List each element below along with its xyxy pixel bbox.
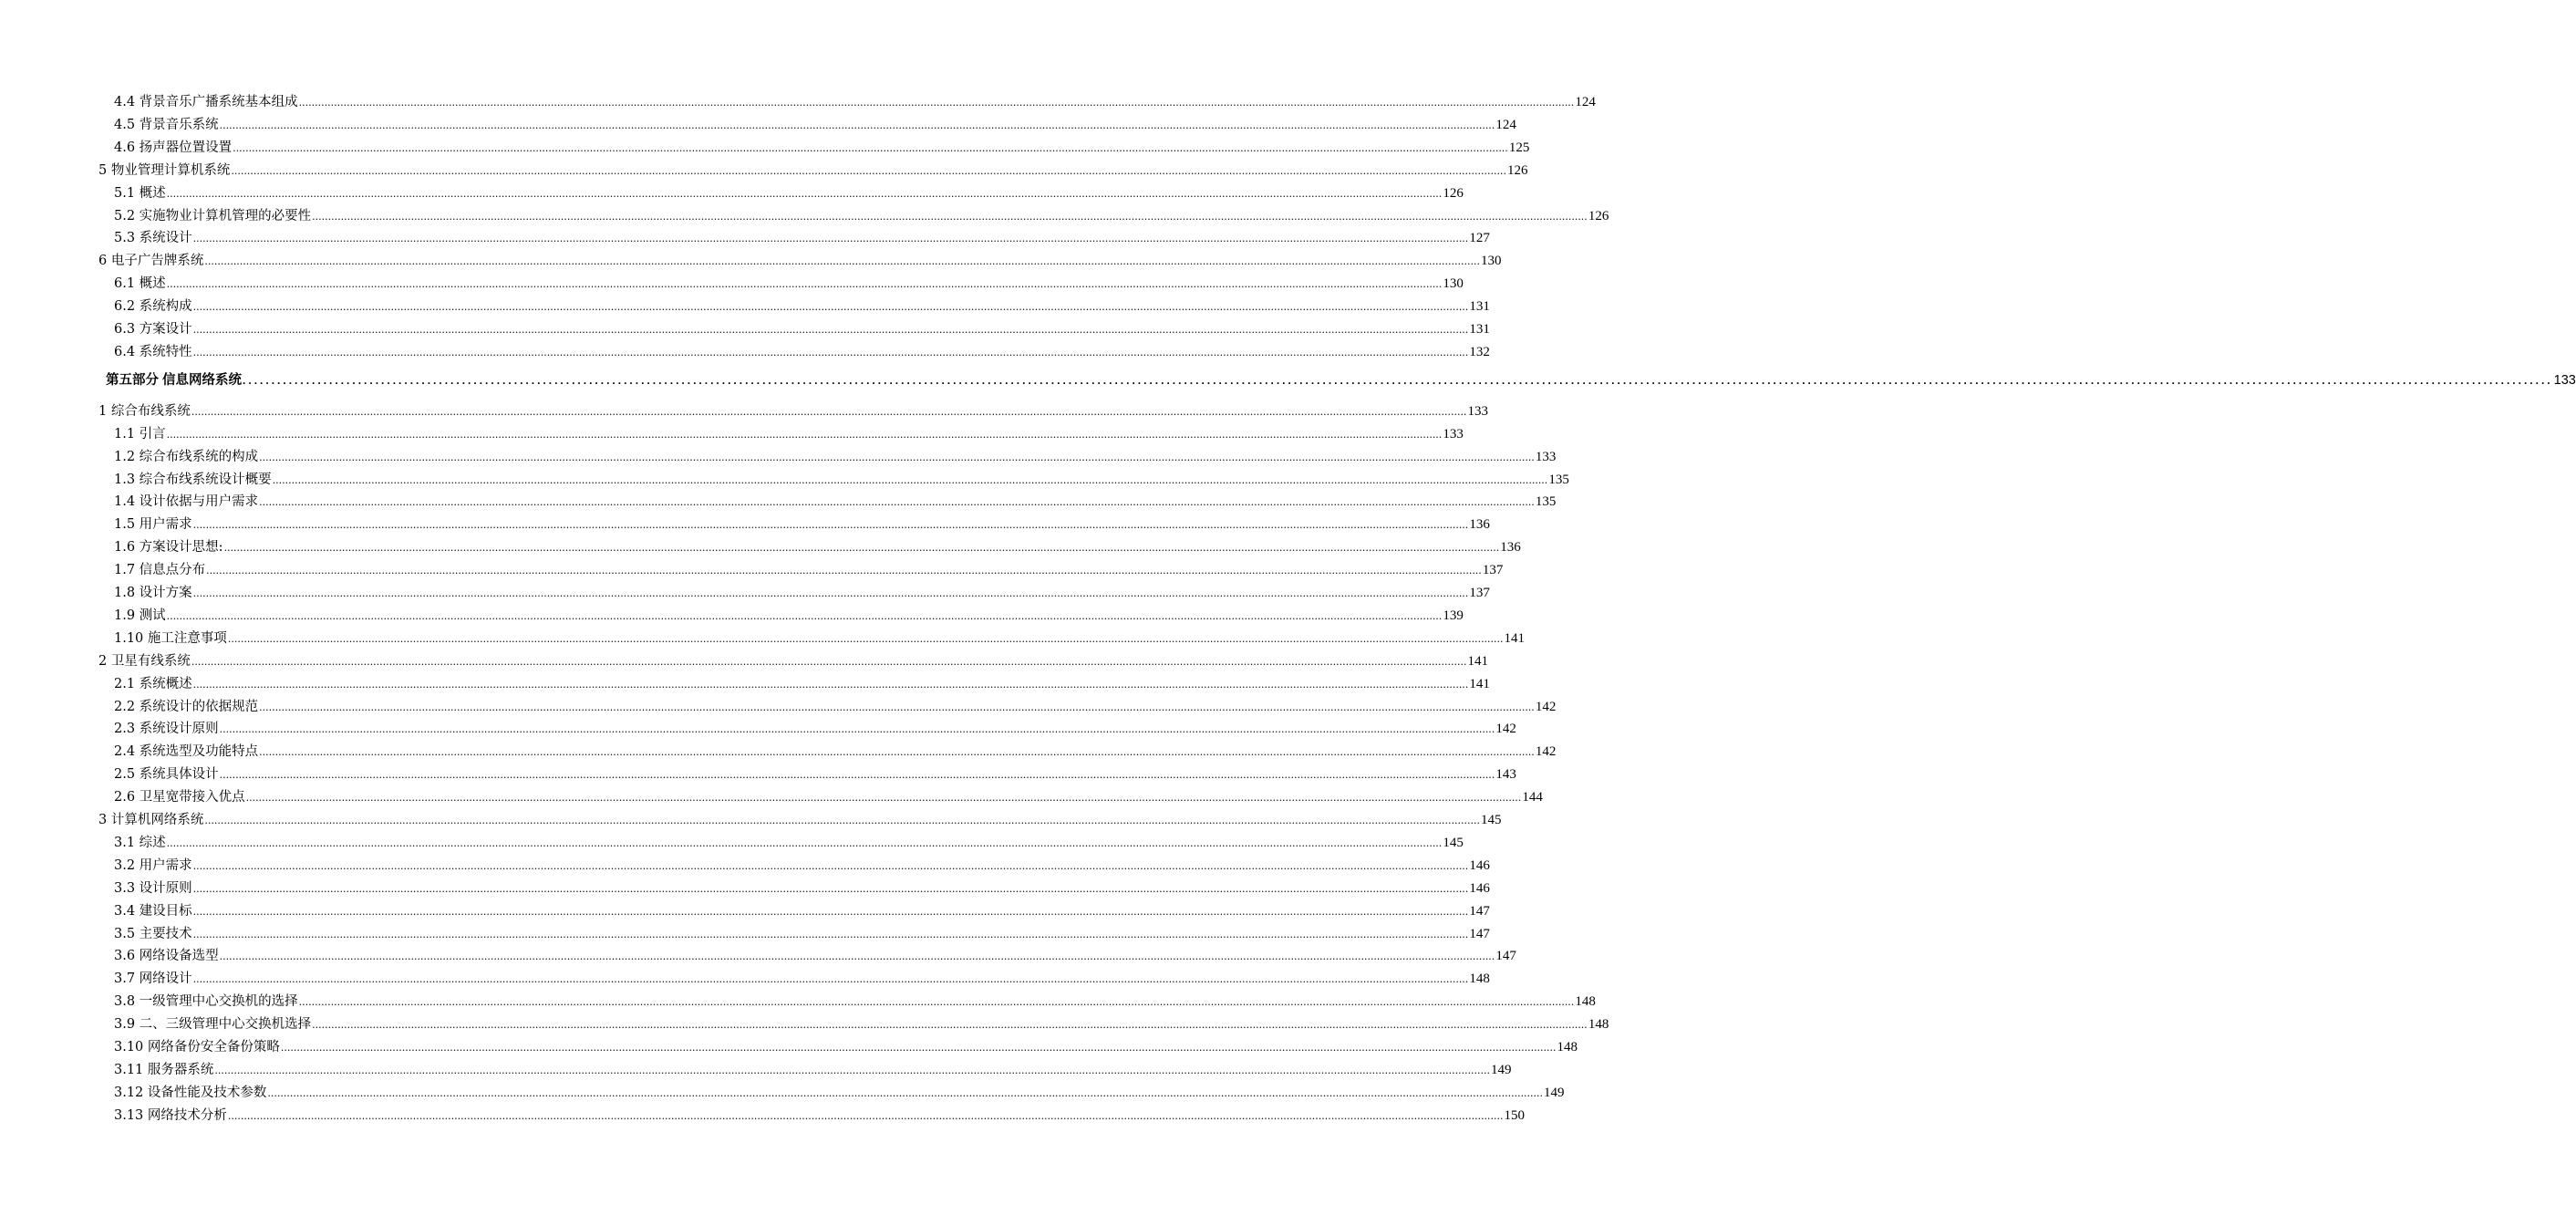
- toc-page-number: 133: [1443, 426, 1464, 442]
- toc-leader-dots: ................................................................................................................................................................................................................................................................................................................................................................................................................: [298, 97, 1575, 109]
- toc-leader-dots: ................................................................................................................................................................................................................................................................................................................................................................................................................: [231, 164, 1506, 177]
- toc-leader-dots: ................................................................................................................................................................................................................................................................................................................................................................................................................: [192, 973, 1469, 986]
- toc-part-heading[interactable]: [106, 369, 2576, 391]
- toc-entry[interactable]: [114, 514, 1490, 535]
- toc-entry[interactable]: [98, 250, 1502, 272]
- toc-page-number: 147: [1469, 903, 1490, 919]
- toc-entry[interactable]: [114, 469, 1569, 491]
- toc-leader-dots: ................................................................................................................................................................................................................................................................................................................................................................................................................: [166, 609, 1443, 622]
- toc-page-number: 136: [1500, 540, 1521, 556]
- toc-page-number: 130: [1443, 276, 1464, 292]
- toc-leader-dots: ................................................................................................................................................................................................................................................................................................................................................................................................................: [166, 278, 1443, 291]
- toc-leader-dots: ................................................................................................................................................................................................................................................................................................................................................................................................................: [192, 905, 1469, 918]
- toc-entry-title: 3.2 用户需求: [114, 857, 192, 873]
- toc-leader-dots: ................................................................................................................................................................................................................................................................................................................................................................................................................: [227, 1109, 1504, 1122]
- toc-page-number: 148: [1588, 1017, 1609, 1033]
- toc-entry[interactable]: [114, 1036, 1578, 1058]
- toc-entry[interactable]: [114, 718, 1516, 740]
- toc-leader-dots: ................................................................................................................................................................................................................................................................................................................................................................................................................: [259, 701, 1535, 713]
- toc-page-number: 142: [1495, 722, 1516, 737]
- toc-entry-title: 1.3 综合布线系统设计概要: [114, 472, 272, 487]
- toc-leader-dots: ................................................................................................................................................................................................................................................................................................................................................................................................................: [223, 542, 1500, 555]
- toc-page-number: 124: [1575, 95, 1596, 109]
- toc-page-number: 126: [1588, 208, 1609, 223]
- toc-entry[interactable]: [114, 114, 1516, 136]
- toc-leader-dots: ................................................................................................................................................................................................................................................................................................................................................................................................................: [259, 451, 1535, 463]
- toc-entry[interactable]: [114, 696, 1557, 718]
- toc-page-number: 126: [1443, 185, 1464, 201]
- toc-entry-title: 3.6 网络设备选型: [114, 949, 219, 964]
- toc-entry-title: 3.7 网络设计: [114, 971, 192, 987]
- toc-page-number: 133: [1535, 449, 1557, 464]
- toc-page-number: 126: [1506, 162, 1528, 178]
- toc-leader-dots: ................................................................................................................................................................................................................................................................................................................................................................................................................: [280, 1042, 1557, 1054]
- toc-leader-dots: ................................................................................................................................................................................................................................................................................................................................................................................................................: [192, 301, 1469, 314]
- toc-entry-title: 5.2 实施物业计算机管理的必要性: [114, 208, 312, 223]
- toc-entry-title: 3.12 设备性能及技术参数: [114, 1085, 267, 1100]
- toc-entry-title: 3.8 一级管理中心交换机的选择: [114, 994, 298, 1010]
- toc-entry[interactable]: [114, 536, 1521, 558]
- toc-entry[interactable]: [114, 968, 1490, 990]
- toc-entry-title: 1 综合布线系统: [98, 403, 191, 419]
- toc-leader-dots: ................................................................................................................................................................................................................................................................................................................................................................................................................: [259, 496, 1535, 509]
- toc-leader-dots: ................................................................................................................................................................................................................................................................................................................................................................................................................: [204, 815, 1480, 826]
- toc-page-number: 142: [1535, 744, 1557, 760]
- toc-entry[interactable]: [114, 991, 1596, 1013]
- toc-entry[interactable]: [114, 673, 1490, 695]
- toc-entry-title: 3 计算机网络系统: [98, 813, 204, 827]
- toc-page-number: 131: [1469, 299, 1490, 315]
- toc-entry[interactable]: [114, 945, 1516, 967]
- toc-page-number: 147: [1469, 926, 1490, 941]
- toc-entry[interactable]: [114, 182, 1464, 204]
- toc-leader-dots: ................................................................................................................................................................................................................................................................................................................................................................................................................: [219, 769, 1495, 782]
- toc-leader-dots: ................................................................................................................................................................................................................................................................................................................................................................................................................: [298, 996, 1575, 1009]
- toc-page-number: 141: [1469, 676, 1490, 691]
- toc-entry[interactable]: [114, 205, 1609, 227]
- toc-entry-title: 2.4 系统选型及功能特点: [114, 744, 259, 760]
- toc-leader-dots: ................................................................................................................................................................................................................................................................................................................................................................................................................: [312, 210, 1588, 223]
- toc-entry[interactable]: [114, 491, 1557, 513]
- toc-page-number: 145: [1480, 813, 1502, 827]
- toc-entry[interactable]: [114, 296, 1490, 317]
- toc-entry[interactable]: [114, 900, 1490, 922]
- toc-entry-title: 4.6 扬声器位置设置: [114, 140, 233, 155]
- toc-entry[interactable]: [114, 1105, 1526, 1127]
- toc-entry[interactable]: [98, 400, 1488, 422]
- toc-entry-title: 2.3 系统设计原则: [114, 722, 219, 737]
- toc-leader-dots: ................................................................................................................................................................................................................................................................................................................................................................................................................: [192, 587, 1469, 599]
- toc-entry-title: 1.9 测试: [114, 608, 166, 623]
- toc-entry-title: 3.10 网络备份安全备份策略: [114, 1040, 280, 1055]
- toc-entry-title: 5.3 系统设计: [114, 231, 192, 246]
- toc-page-number: 143: [1495, 767, 1516, 783]
- toc-page-number: 141: [1467, 653, 1488, 669]
- toc-entry-title: 4.4 背景音乐广播系统基本组成: [114, 95, 298, 109]
- toc-entry[interactable]: [114, 137, 1530, 159]
- toc-page-number: 148: [1557, 1040, 1578, 1055]
- toc-entry[interactable]: [114, 341, 1490, 363]
- toc-entry-title: 3.5 主要技术: [114, 926, 192, 941]
- toc-leader-dots: ................................................................................................................................................................................................................................................................................................................................................................................................................: [214, 1064, 1491, 1076]
- toc-page-number: 146: [1469, 880, 1490, 896]
- toc-leader-dots: ................................................................................................................................................................................................................................................................................................................................................................................................................: [191, 655, 1467, 668]
- toc-page-number: 150: [1504, 1107, 1526, 1123]
- toc-leader-dots: ................................................................................................................................................................................................................................................................................................................................................................................................................: [166, 187, 1443, 200]
- toc-leader-dots: ................................................................................................................................................................................................................................................................................................................................................................................................................: [166, 428, 1443, 441]
- toc-entry-title: 1.6 方案设计思想:: [114, 540, 223, 556]
- toc-entry-title: 3.9 二、三级管理中心交换机选择: [114, 1017, 312, 1033]
- toc-entry[interactable]: [114, 273, 1464, 295]
- toc-page-number: 135: [1548, 472, 1569, 487]
- toc-entry-title: 3.13 网络技术分析: [114, 1107, 227, 1123]
- toc-entry-title: 3.1 综述: [114, 835, 166, 850]
- toc-entry-title: 5 物业管理计算机系统: [98, 162, 231, 178]
- toc-page-number: 124: [1495, 117, 1516, 132]
- toc-leader-dots: ................................................................................................................................................................................................................................................................................................................................................................................................................: [192, 859, 1469, 872]
- toc-entry[interactable]: [114, 446, 1557, 468]
- toc-page-number: 132: [1469, 344, 1490, 359]
- toc-leader-dots: ................................................................................................................................................................................................................................................................................................................................................................................................................: [227, 632, 1504, 645]
- toc-entry[interactable]: [114, 91, 1596, 113]
- toc-entry-title: 2.2 系统设计的依据规范: [114, 699, 259, 714]
- toc-page-number: 139: [1443, 608, 1464, 623]
- toc-page-number: 149: [1491, 1062, 1512, 1077]
- toc-leader-dots: ................................................................................................................................................................................................................................................................................................................................................................................................................: [245, 792, 1522, 805]
- toc-entry[interactable]: [114, 786, 1543, 808]
- toc-leader-dots: ................................................................................................................................................................................................................................................................................................................................................................................................................: [191, 405, 1467, 418]
- toc-page-number: 135: [1535, 494, 1557, 510]
- toc-entry-title: 第五部分 信息网络系统: [106, 372, 243, 388]
- toc-entry-title: 3.4 建设目标: [114, 903, 192, 919]
- toc-leader-dots: ................................................................................................................................................................................................................................................................................................................................................................................................................: [233, 141, 1508, 154]
- toc-page-number: 127: [1469, 231, 1490, 246]
- toc-entry[interactable]: [114, 1059, 1512, 1081]
- toc-leader-dots: ................................................................................................................................................................................................................................................................................................................................................................................................................: [192, 928, 1469, 940]
- toc-page-number: 144: [1522, 790, 1543, 805]
- toc-entry[interactable]: [114, 628, 1526, 649]
- toc-leader-dots: ................................................................................................................................................................................................................................................................................................................................................................................................................: [219, 119, 1495, 131]
- toc-page-number: 145: [1443, 835, 1464, 850]
- toc-entry-title: 6.1 概述: [114, 276, 166, 292]
- toc-page-number: 133: [1467, 403, 1488, 419]
- toc-entry[interactable]: [114, 832, 1464, 854]
- toc-entry-title: 5.1 概述: [114, 185, 166, 201]
- toc-entry-title: 6.4 系统特性: [114, 344, 192, 359]
- toc-entry[interactable]: [114, 605, 1464, 627]
- toc-page-number: 146: [1469, 857, 1490, 873]
- toc-entry[interactable]: [114, 741, 1557, 763]
- toc-entry-title: 6.2 系统构成: [114, 299, 192, 315]
- toc-entry-title: 2.5 系统具体设计: [114, 767, 219, 783]
- toc-leader-dots: ................................................................................................................................................................................................................................................................................................................................................................................................................: [192, 324, 1469, 336]
- toc-entry-title: 2.1 系统概述: [114, 676, 192, 691]
- toc-entry-title: 1.5 用户需求: [114, 517, 192, 533]
- toc-leader-dots: ................................................................................................................................................................................................................................................................................................................................................................................................................: [267, 1086, 1544, 1099]
- toc-entry[interactable]: [114, 923, 1490, 945]
- toc-entry[interactable]: [114, 227, 1490, 249]
- toc-entry-title: 1.2 综合布线系统的构成: [114, 449, 259, 464]
- toc-leader-dots: ................................................................................................................................................................................................................................................................................................................................................................................................................: [192, 519, 1469, 532]
- toc-page-number: 142: [1535, 699, 1557, 714]
- toc-leader-dots: ................................................................................................................................................................................................................................................................................................................................................................................................................: [166, 836, 1443, 849]
- toc-page-number: 147: [1495, 949, 1516, 964]
- toc-leader-dots: ................................................................................................................................................................................................................................................................................................................................................................................................................: [204, 255, 1480, 268]
- toc-entry[interactable]: [98, 650, 1488, 672]
- toc-entry[interactable]: [114, 1013, 1609, 1035]
- toc-leader-dots: ................................................................................................................................................................................................................................................................................................................................................................................................................: [312, 1019, 1588, 1032]
- toc-page-number: 137: [1469, 586, 1490, 600]
- toc-entry-title: 2.6 卫星宽带接入优点: [114, 790, 245, 805]
- toc-entry-title: 3.11 服务器系统: [114, 1062, 214, 1077]
- toc-entry[interactable]: [114, 764, 1516, 785]
- toc-page-number: 148: [1469, 971, 1490, 987]
- toc-leader-dots: ................................................................................................................................................................................................................................................................................................................................................................................................................: [219, 723, 1495, 736]
- toc-page-number: 137: [1482, 563, 1504, 578]
- toc-entry[interactable]: [114, 582, 1490, 604]
- toc-entry-title: 1.4 设计依据与用户需求: [114, 494, 259, 510]
- toc-leader-dots: ................................................................................................................................................................................................................................................................................................................................................................................................................: [259, 746, 1535, 759]
- toc-leader-dots: ................................................................................................................................................................................................................................................................................................................................................................................................................: [192, 882, 1469, 895]
- toc-entry-title: 1.7 信息点分布: [114, 563, 206, 578]
- toc-entry-title: 4.5 背景音乐系统: [114, 117, 219, 132]
- toc-entry[interactable]: [114, 1082, 1565, 1104]
- toc-page-number: 148: [1575, 994, 1596, 1010]
- toc-entry[interactable]: [98, 809, 1502, 831]
- toc-page-number: 133: [2553, 372, 2576, 388]
- toc-entry-title: 3.3 设计原则: [114, 880, 192, 896]
- toc-entry[interactable]: [114, 559, 1504, 581]
- toc-entry[interactable]: [114, 423, 1464, 445]
- toc-leader-dots: ................................................................................................................................................................................................................................................................................................................................................................................................................: [206, 565, 1482, 577]
- toc-leader-dots: ................................................................................................................................................................................................................................................................................................................................................................................................................: [192, 233, 1469, 245]
- toc-page-number: 125: [1508, 140, 1530, 155]
- toc-leader-dots: ................................................................................................................................................................................................................................................................................................................................................................................................................: [272, 473, 1548, 486]
- toc-entry[interactable]: [98, 160, 1528, 182]
- toc-entry[interactable]: [114, 855, 1490, 877]
- toc-page-number: 130: [1480, 254, 1502, 269]
- toc-leader-dots: ................................................................................................................................................................................................................................................................................................................................................................................................................: [192, 678, 1469, 691]
- toc-leader-dots: ................................................................................................................................................................................................................................................................................................................................................................................................................: [192, 346, 1469, 358]
- toc-entry-title: 2 卫星有线系统: [98, 653, 191, 669]
- toc-page-number: 131: [1469, 322, 1490, 337]
- toc-entry[interactable]: [114, 318, 1490, 340]
- toc-entry-title: 1.8 设计方案: [114, 586, 192, 600]
- toc-entry-title: 1.1 引言: [114, 426, 166, 442]
- toc-entry[interactable]: [114, 878, 1490, 899]
- toc-leader-dots: ................................................................................................................................................................................................................................................................................................................................................................................................................: [219, 951, 1495, 963]
- toc-page-number: 141: [1504, 630, 1526, 646]
- toc-entry-title: 6.3 方案设计: [114, 322, 192, 337]
- toc-entry-title: 1.10 施工注意事项: [114, 630, 227, 646]
- toc-entry-title: 6 电子广告牌系统: [98, 254, 204, 269]
- toc-page-number: 136: [1469, 517, 1490, 533]
- toc-leader-dots: ................................................................................................................................................................................................................................................................................................................................................................................................................: [243, 373, 2553, 387]
- toc-page-number: 149: [1544, 1085, 1565, 1100]
